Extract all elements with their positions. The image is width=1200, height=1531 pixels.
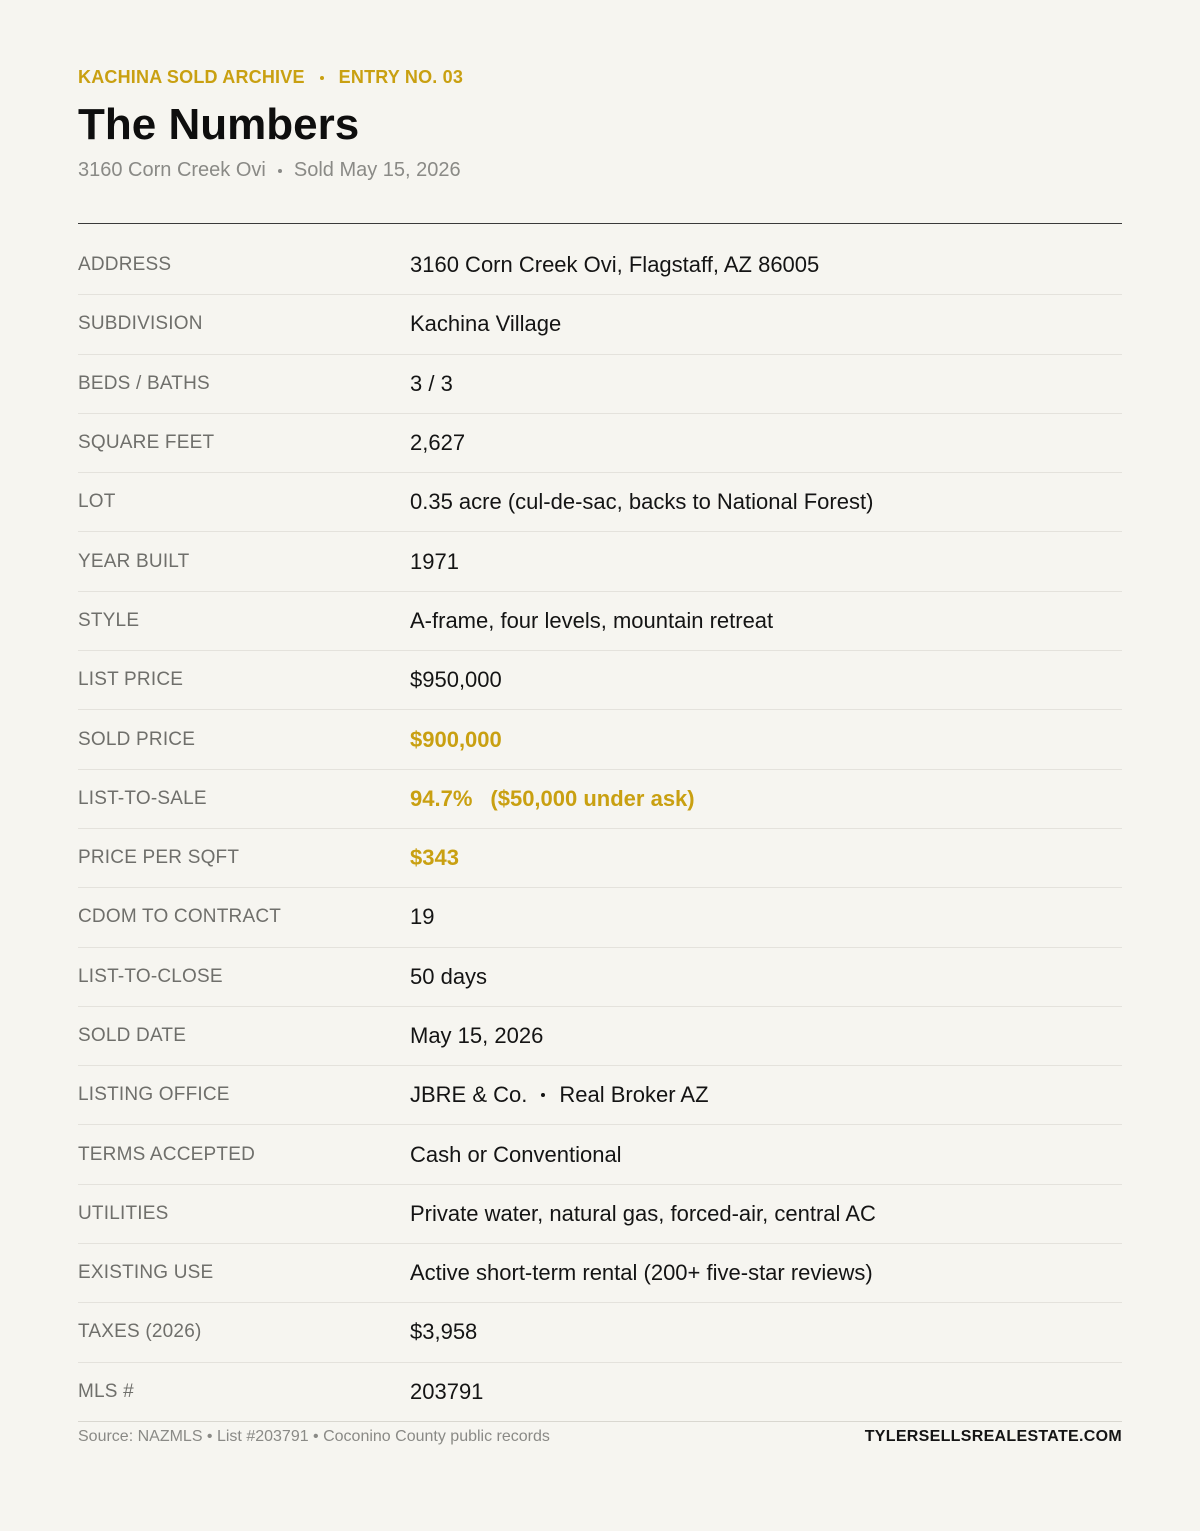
row-year-built <box>78 532 1122 591</box>
row-label: LIST-TO-CLOSE <box>78 965 223 987</box>
row-label: UTILITIES <box>78 1202 169 1224</box>
entry-label: ENTRY NO. 03 <box>338 67 464 87</box>
row-listing-office <box>78 1066 1122 1125</box>
row-label: CDOM TO CONTRACT <box>78 906 282 928</box>
source-note: Source: NAZMLS • List #203791 • Coconino County public records <box>78 1428 550 1445</box>
row-label: SQUARE FEET <box>78 432 215 454</box>
row-value: Private water, natural gas, forced-air, central AC <box>410 1200 876 1226</box>
row-label: SOLD PRICE <box>78 728 196 750</box>
row-value: $950,000 <box>410 667 502 693</box>
row-value: 3 / 3 <box>410 370 453 396</box>
subtitle <box>78 159 461 182</box>
row-label: SUBDIVISION <box>78 313 203 335</box>
row-terms <box>78 1125 1122 1184</box>
row-list-to-sale <box>78 770 1122 829</box>
page-title: The Numbers <box>78 100 360 149</box>
row-value-highlight: $343 <box>410 845 459 871</box>
archive-label: KACHINA SOLD ARCHIVE <box>78 67 305 87</box>
row-value: 1971 <box>410 548 459 574</box>
row-value: May 15, 2026 <box>410 1023 544 1048</box>
eyebrow <box>78 67 463 88</box>
row-square-feet <box>78 414 1122 473</box>
row-value: Cash or Conventional <box>410 1141 622 1167</box>
header-divider <box>78 223 1122 224</box>
row-sold-date <box>78 1007 1122 1066</box>
separator-dot <box>320 76 324 80</box>
row-label: STYLE <box>78 609 140 631</box>
row-label: LISTING OFFICE <box>78 1084 230 1106</box>
row-label: PRICE PER SQFT <box>78 847 240 869</box>
row-value: 19 <box>410 904 435 930</box>
row-existing-use <box>78 1244 1122 1303</box>
row-value: 3160 Corn Creek Ovi, Flagstaff, AZ 86005 <box>410 252 820 278</box>
separator-dot <box>278 169 282 173</box>
row-utilities <box>78 1185 1122 1244</box>
row-sold-price <box>78 710 1122 769</box>
brokerage-name: Real Broker AZ <box>559 1082 709 1108</box>
separator-dot <box>541 1093 545 1097</box>
row-label: TERMS ACCEPTED <box>78 1143 255 1165</box>
subtitle-address: 3160 Corn Creek Ovi <box>78 159 266 181</box>
row-cdom <box>78 888 1122 947</box>
row-price-per-sqft <box>78 829 1122 888</box>
row-list-to-close <box>78 948 1122 1007</box>
row-label: MLS # <box>78 1380 134 1402</box>
row-value: 2,627 <box>410 430 466 456</box>
row-style <box>78 592 1122 651</box>
row-label: YEAR BUILT <box>78 550 190 572</box>
row-label: EXISTING USE <box>78 1262 214 1284</box>
row-label: BEDS / BATHS <box>78 372 210 394</box>
under-ask-amount: ($50,000 under ask) <box>490 785 695 811</box>
row-subdivision <box>78 295 1122 354</box>
listing-office-name: JBRE & Co. <box>410 1082 528 1108</box>
footer <box>78 1428 1122 1446</box>
row-mls <box>78 1363 1122 1422</box>
row-value <box>410 1082 709 1108</box>
row-label: TAXES (2026) <box>78 1321 202 1343</box>
subtitle-sold-date: Sold May 15, 2026 <box>293 159 461 181</box>
row-beds-baths <box>78 355 1122 414</box>
row-label: ADDRESS <box>78 254 172 276</box>
row-value: 203791 <box>410 1378 484 1404</box>
row-label: LIST PRICE <box>78 669 184 691</box>
row-lot <box>78 473 1122 532</box>
facts-table <box>78 236 1122 1422</box>
row-taxes <box>78 1303 1122 1362</box>
row-value: Kachina Village <box>410 311 562 337</box>
row-value: 50 days <box>410 963 488 989</box>
website-link[interactable]: TYLERSELLSREALESTATE.COM <box>864 1428 1122 1445</box>
row-value: $3,958 <box>410 1319 478 1345</box>
row-value: Active short-term rental (200+ five-star reviews) <box>410 1260 873 1286</box>
row-value: A-frame, four levels, mountain retreat <box>410 607 774 633</box>
list-to-sale-percent: 94.7% <box>410 785 473 811</box>
row-label: SOLD DATE <box>78 1025 187 1046</box>
row-list-price <box>78 651 1122 710</box>
row-value-highlight <box>410 786 695 812</box>
row-label: LIST-TO-SALE <box>78 787 207 809</box>
row-label: LOT <box>78 491 116 513</box>
row-value-highlight: $900,000 <box>410 726 502 752</box>
row-address <box>78 236 1122 295</box>
row-value: 0.35 acre (cul-de-sac, backs to National Forest) <box>410 489 874 515</box>
